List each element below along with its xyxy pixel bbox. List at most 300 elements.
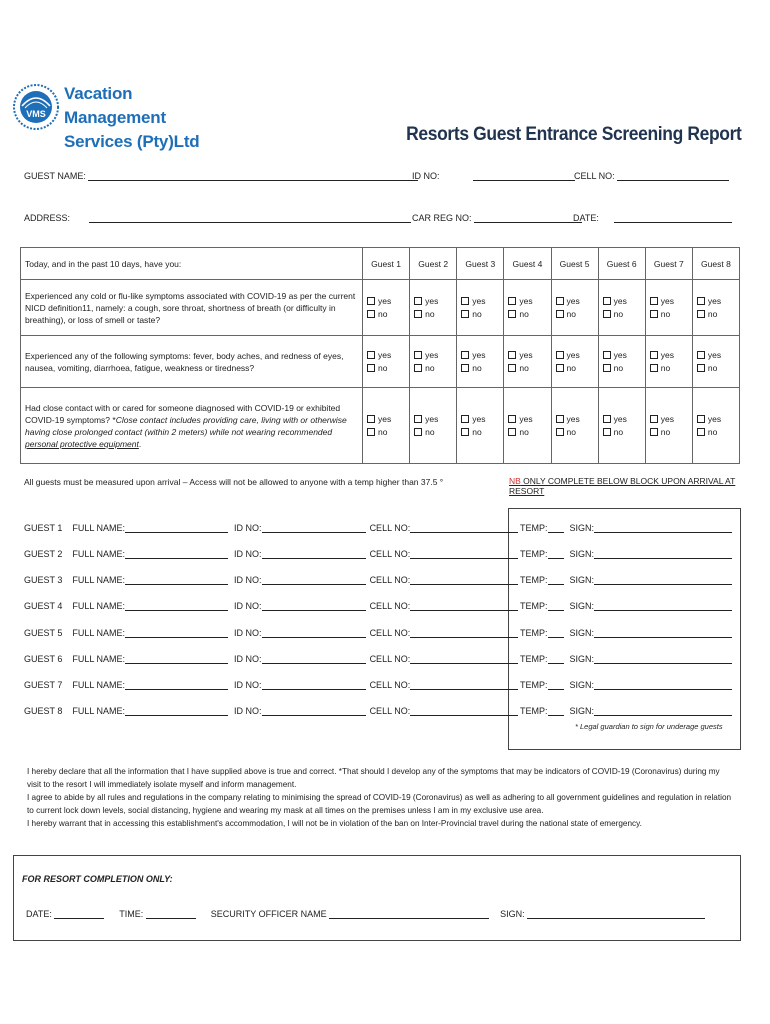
cell-no-line[interactable]: [410, 574, 518, 585]
full-name-line[interactable]: [125, 574, 228, 585]
answer-cell: [551, 336, 598, 388]
no-option[interactable]: [697, 362, 735, 375]
yes-option[interactable]: [650, 349, 688, 362]
checkbox-icon[interactable]: [697, 364, 705, 372]
guest-3-header: Guest 3: [457, 248, 504, 280]
checkbox-icon[interactable]: [603, 415, 611, 423]
checkbox-icon[interactable]: [414, 351, 422, 359]
arrival-note: NB ONLY COMPLETE BELOW BLOCK UPON ARRIVAL AT RESORT: [509, 476, 736, 496]
no-option[interactable]: [414, 308, 452, 321]
id-no-line[interactable]: [262, 522, 366, 533]
guest-row-7: [24, 679, 518, 690]
id-no-label: ID NO:: [234, 575, 262, 585]
no-option[interactable]: [603, 308, 641, 321]
no-label: no: [566, 308, 576, 319]
guest-7-header: Guest 7: [645, 248, 692, 280]
sign-line[interactable]: [594, 548, 732, 559]
question-2: Experienced any of the following symptoms: fever, body aches, and redness of eyes, nausea, vomiting, diarrhoea, fatigue, weakness or tiredness?: [21, 336, 363, 388]
cell-no-label: CELL NO:: [369, 706, 411, 716]
yes-option[interactable]: [556, 349, 594, 362]
checkbox-icon[interactable]: [414, 415, 422, 423]
full-name-label: FULL NAME:: [72, 628, 126, 638]
guest-temp-row-3: [520, 574, 732, 585]
yes-label: yes: [707, 413, 722, 424]
temp-label: TEMP:: [520, 680, 548, 690]
checkbox-icon[interactable]: [650, 364, 658, 372]
sign-line[interactable]: [594, 574, 732, 585]
temp-label: TEMP:: [520, 549, 548, 559]
question-header: Today, and in the past 10 days, have you:: [21, 248, 363, 280]
cell-no-line[interactable]: [410, 600, 518, 611]
guest-label: GUEST 2: [24, 549, 63, 559]
logo-text: [64, 82, 212, 154]
declaration-paragraph-2: I agree to abide by all rules and regulations in the company relating to minimising the spread of COVID-19 (Coronavirus) as well as adhering to all government guidelines and regulation in relation to current lock down levels, social distancing, hygiene and wearing my mask at all times on the premises unless I am in my exclusive use area.: [27, 793, 732, 815]
legal-guardian-note: * Legal guardian to sign for underage guests: [575, 722, 723, 731]
temp-line[interactable]: [548, 522, 564, 533]
yes-option[interactable]: [367, 295, 405, 308]
declaration-paragraph-3: I hereby warrant that in accessing this establishment's accommodation, I will not be in violation of the ban on Inter-Provincial travel during the national state of emergency.: [27, 819, 642, 828]
checkbox-icon[interactable]: [556, 351, 564, 359]
no-label: no: [707, 426, 718, 437]
yes-option[interactable]: [367, 349, 405, 362]
cell-no-line[interactable]: [410, 653, 518, 664]
checkbox-icon[interactable]: [556, 310, 564, 318]
no-option[interactable]: [650, 426, 688, 439]
no-label: no: [566, 426, 576, 437]
full-name-label: FULL NAME:: [72, 706, 126, 716]
guest-row-1: [24, 522, 518, 533]
yes-option[interactable]: [414, 413, 452, 426]
answer-cell: [410, 336, 457, 388]
answer-cell: [457, 280, 504, 336]
guest-name-label: GUEST NAME:: [24, 171, 86, 181]
checkbox-icon[interactable]: [367, 310, 375, 318]
checkbox-icon[interactable]: [556, 364, 564, 372]
id-no-field[interactable]: [412, 170, 575, 181]
yes-option[interactable]: [697, 295, 735, 308]
checkbox-icon[interactable]: [414, 364, 422, 372]
checkbox-icon[interactable]: [556, 428, 564, 436]
answer-cell: [551, 280, 598, 336]
answer-cell: [598, 280, 645, 336]
yes-label: yes: [472, 413, 486, 424]
no-label: no: [660, 308, 671, 319]
logo-initials: VMS: [26, 109, 46, 119]
checkbox-icon[interactable]: [367, 415, 375, 423]
no-option[interactable]: [508, 308, 546, 321]
full-name-line[interactable]: [125, 548, 228, 559]
sign-line[interactable]: [594, 522, 732, 533]
full-name-line[interactable]: [125, 522, 228, 533]
yes-label: yes: [519, 295, 533, 306]
guest-temp-row-6: [520, 653, 732, 664]
guest-row-5: [24, 627, 518, 638]
checkbox-icon[interactable]: [556, 415, 564, 423]
checkbox-icon[interactable]: [650, 428, 658, 436]
address-label: ADDRESS:: [24, 213, 71, 223]
no-option[interactable]: [508, 426, 546, 439]
cell-no-label: CELL NO:: [369, 628, 411, 638]
no-option[interactable]: [603, 362, 641, 375]
no-label: no: [472, 308, 482, 319]
full-name-label: FULL NAME:: [72, 523, 126, 533]
checkbox-icon[interactable]: [697, 351, 705, 359]
id-no-line[interactable]: [262, 627, 366, 638]
checkbox-icon[interactable]: [697, 310, 705, 318]
yes-option[interactable]: [414, 349, 452, 362]
table-row: [21, 280, 740, 336]
resort-date-line[interactable]: [54, 908, 104, 919]
id-no-line[interactable]: [262, 705, 366, 716]
no-option[interactable]: [650, 308, 688, 321]
sign-line[interactable]: [594, 679, 732, 690]
guest-temp-row-4: [520, 600, 732, 611]
guest-row-2: [24, 548, 518, 559]
yes-label: yes: [660, 413, 674, 424]
no-option[interactable]: [556, 362, 594, 375]
address-line[interactable]: [89, 212, 411, 223]
answer-cell: [410, 280, 457, 336]
no-option[interactable]: [556, 308, 594, 321]
resort-sign-line[interactable]: [527, 908, 705, 919]
id-no-line[interactable]: [262, 548, 366, 559]
checkbox-icon[interactable]: [650, 415, 658, 423]
guest-label: GUEST 5: [24, 628, 63, 638]
security-officer-label: SECURITY OFFICER NAME: [210, 909, 327, 919]
no-label: no: [378, 308, 388, 319]
answer-cell: [692, 336, 739, 388]
security-officer-line[interactable]: [329, 908, 489, 919]
no-label: no: [472, 426, 482, 437]
id-no-label: ID NO:: [234, 549, 262, 559]
no-option[interactable]: [697, 308, 735, 321]
yes-label: yes: [613, 295, 627, 306]
resort-completion-box: [13, 855, 741, 941]
id-no-label: ID NO:: [234, 654, 262, 664]
checkbox-icon[interactable]: [697, 428, 705, 436]
no-option[interactable]: [508, 362, 546, 375]
no-option[interactable]: [556, 426, 594, 439]
checkbox-icon[interactable]: [461, 310, 469, 318]
checkbox-icon[interactable]: [414, 428, 422, 436]
temp-line[interactable]: [548, 679, 564, 690]
answer-cell: [363, 336, 410, 388]
table-row: [21, 336, 740, 388]
cell-no-line[interactable]: [617, 170, 729, 181]
yes-label: yes: [425, 295, 439, 306]
no-label: no: [613, 362, 624, 373]
checkbox-icon[interactable]: [508, 415, 516, 423]
id-no-label: ID NO:: [234, 628, 262, 638]
checkbox-icon[interactable]: [414, 297, 422, 305]
sign-line[interactable]: [594, 627, 732, 638]
no-option[interactable]: [461, 362, 499, 375]
full-name-line[interactable]: [125, 600, 228, 611]
guest-name-field[interactable]: [24, 170, 418, 181]
no-option[interactable]: [414, 426, 452, 439]
yes-option[interactable]: [461, 295, 499, 308]
sign-label: SIGN:: [569, 523, 595, 533]
yes-option[interactable]: [697, 413, 735, 426]
yes-option[interactable]: [650, 295, 688, 308]
yes-option[interactable]: [461, 413, 499, 426]
nb-label: NB: [509, 476, 521, 486]
id-no-label: ID NO:: [234, 523, 262, 533]
id-no-label: ID NO:: [412, 171, 440, 181]
yes-option[interactable]: [367, 413, 405, 426]
checkbox-icon[interactable]: [508, 364, 516, 372]
yes-label: yes: [707, 295, 722, 306]
temp-label: TEMP:: [520, 523, 548, 533]
yes-option[interactable]: [603, 349, 641, 362]
yes-label: yes: [425, 349, 439, 360]
checkbox-icon[interactable]: [508, 351, 516, 359]
guest-name-line[interactable]: [88, 170, 418, 181]
no-label: no: [707, 362, 718, 373]
checkbox-icon[interactable]: [367, 297, 375, 305]
yes-label: yes: [472, 349, 486, 360]
date-label: DATE:: [573, 213, 599, 223]
guest-row-6: [24, 653, 518, 664]
declaration-paragraph-1: I hereby declare that all the information that I have supplied above is true and correct. *That should I develop any of the symptoms that may be indicators of COVID-19 (Coronavirus) during my visit to the resort I will immediately isolate myself and inform management.: [27, 767, 720, 789]
guest-label: GUEST 1: [24, 523, 63, 533]
guest-row-4: [24, 600, 518, 611]
car-reg-line[interactable]: [474, 212, 582, 223]
cell-no-label: CELL NO:: [369, 601, 411, 611]
no-label: no: [425, 426, 435, 437]
full-name-label: FULL NAME:: [72, 654, 126, 664]
answer-cell: [598, 388, 645, 464]
no-option[interactable]: [461, 308, 499, 321]
no-label: no: [519, 308, 529, 319]
guest-label: GUEST 3: [24, 575, 63, 585]
guest-label: GUEST 8: [24, 706, 63, 716]
id-no-line[interactable]: [262, 600, 366, 611]
table-row: [21, 388, 740, 464]
cell-no-line[interactable]: [410, 705, 518, 716]
yes-label: yes: [660, 349, 674, 360]
full-name-label: FULL NAME:: [72, 601, 126, 611]
checkbox-icon[interactable]: [461, 364, 469, 372]
car-reg-field[interactable]: [412, 212, 582, 223]
cell-no-label: CELL NO:: [369, 575, 411, 585]
id-no-line[interactable]: [262, 653, 366, 664]
checkbox-icon[interactable]: [603, 364, 611, 372]
full-name-line[interactable]: [125, 705, 228, 716]
cell-no-field[interactable]: [574, 170, 729, 181]
temp-line[interactable]: [548, 548, 564, 559]
yes-option[interactable]: [603, 295, 641, 308]
checkbox-icon[interactable]: [603, 351, 611, 359]
no-label: no: [707, 308, 718, 319]
yes-label: yes: [378, 413, 392, 424]
id-no-line[interactable]: [473, 170, 575, 181]
no-label: no: [519, 362, 529, 373]
answer-cell: [363, 280, 410, 336]
cell-no-line[interactable]: [410, 522, 518, 533]
checkbox-icon[interactable]: [603, 297, 611, 305]
guest-6-header: Guest 6: [598, 248, 645, 280]
yes-label: yes: [613, 413, 627, 424]
company-logo: [12, 76, 212, 151]
yes-option[interactable]: [508, 295, 546, 308]
answer-cell: [504, 336, 551, 388]
no-label: no: [378, 426, 388, 437]
sign-line[interactable]: [594, 600, 732, 611]
sign-label: SIGN:: [569, 680, 595, 690]
checkbox-icon[interactable]: [650, 297, 658, 305]
no-label: no: [660, 362, 671, 373]
checkbox-icon[interactable]: [650, 310, 658, 318]
date-field[interactable]: [573, 212, 732, 223]
no-option[interactable]: [461, 426, 499, 439]
declaration: [27, 765, 732, 830]
guest-temp-row-7: [520, 679, 732, 690]
no-option[interactable]: [367, 362, 405, 375]
full-name-label: FULL NAME:: [72, 680, 126, 690]
checkbox-icon[interactable]: [508, 297, 516, 305]
yes-label: yes: [613, 349, 627, 360]
full-name-line[interactable]: [125, 679, 228, 690]
temp-label: TEMP:: [520, 706, 548, 716]
yes-label: yes: [566, 349, 580, 360]
guest-4-header: Guest 4: [504, 248, 551, 280]
temp-line[interactable]: [548, 653, 564, 664]
guest-1-header: Guest 1: [363, 248, 410, 280]
yes-option[interactable]: [697, 349, 735, 362]
checkbox-icon[interactable]: [461, 415, 469, 423]
checkbox-icon[interactable]: [414, 310, 422, 318]
yes-label: yes: [378, 349, 392, 360]
screening-table: [20, 247, 740, 464]
guest-2-header: Guest 2: [410, 248, 457, 280]
sign-label: SIGN:: [569, 628, 595, 638]
id-no-line[interactable]: [262, 574, 366, 585]
checkbox-icon[interactable]: [367, 364, 375, 372]
checkbox-icon[interactable]: [603, 428, 611, 436]
logo-line-1: Vacation Management: [64, 84, 166, 127]
no-option[interactable]: [367, 426, 405, 439]
date-line[interactable]: [614, 212, 732, 223]
resort-completion-row: [26, 908, 705, 919]
answer-cell: [457, 388, 504, 464]
table-header-row: [21, 248, 740, 280]
guest-8-header: Guest 8: [692, 248, 739, 280]
temp-line[interactable]: [548, 574, 564, 585]
checkbox-icon[interactable]: [367, 428, 375, 436]
sign-label: SIGN:: [569, 706, 595, 716]
cell-no-label: CELL NO:: [369, 654, 411, 664]
guest-temp-row-2: [520, 548, 732, 559]
question-3: Had close contact with or cared for someone diagnosed with COVID-19 or exhibited COVID-19 symptoms? *Close contact includes providing care, living with or otherwise having close prolonged contact (within 2 meters) while not wearing recommended personal protective equipment.: [21, 388, 363, 464]
resort-time-line[interactable]: [146, 908, 196, 919]
yes-option[interactable]: [414, 295, 452, 308]
checkbox-icon[interactable]: [508, 310, 516, 318]
no-label: no: [613, 426, 624, 437]
yes-option[interactable]: [650, 413, 688, 426]
checkbox-icon[interactable]: [367, 351, 375, 359]
sign-label: SIGN:: [569, 601, 595, 611]
cell-no-label: CELL NO:: [369, 680, 411, 690]
yes-option[interactable]: [556, 413, 594, 426]
no-option[interactable]: [697, 426, 735, 439]
checkbox-icon[interactable]: [461, 297, 469, 305]
no-label: no: [613, 308, 624, 319]
no-option[interactable]: [603, 426, 641, 439]
answer-cell: [645, 336, 692, 388]
yes-label: yes: [519, 349, 533, 360]
guest-temp-row-8: [520, 705, 732, 716]
report-title: Resorts Guest Entrance Screening Report: [406, 124, 742, 145]
checkbox-icon[interactable]: [508, 428, 516, 436]
checkbox-icon[interactable]: [461, 351, 469, 359]
id-no-line[interactable]: [262, 679, 366, 690]
full-name-label: FULL NAME:: [72, 575, 126, 585]
answer-cell: [457, 336, 504, 388]
checkbox-icon[interactable]: [603, 310, 611, 318]
full-name-line[interactable]: [125, 653, 228, 664]
temp-label: TEMP:: [520, 601, 548, 611]
cell-no-line[interactable]: [410, 627, 518, 638]
cell-no-line[interactable]: [410, 548, 518, 559]
yes-option[interactable]: [508, 349, 546, 362]
answer-cell: [598, 336, 645, 388]
yes-option[interactable]: [556, 295, 594, 308]
answer-cell: [363, 388, 410, 464]
answer-cell: [504, 280, 551, 336]
guest-label: GUEST 6: [24, 654, 63, 664]
checkbox-icon[interactable]: [556, 297, 564, 305]
address-field[interactable]: [24, 212, 411, 223]
sign-line[interactable]: [594, 653, 732, 664]
cell-no-line[interactable]: [410, 679, 518, 690]
sign-label: SIGN:: [569, 549, 595, 559]
no-label: no: [425, 308, 435, 319]
checkbox-icon[interactable]: [697, 415, 705, 423]
temp-line[interactable]: [548, 627, 564, 638]
guest-row-8: [24, 705, 518, 716]
answer-cell: [551, 388, 598, 464]
temperature-note: All guests must be measured upon arrival – Access will not be allowed to anyone with a temp higher than 37.5 °: [24, 477, 444, 487]
no-option[interactable]: [414, 362, 452, 375]
sign-label: SIGN:: [569, 575, 595, 585]
temp-line[interactable]: [548, 705, 564, 716]
yes-label: yes: [566, 295, 580, 306]
no-label: no: [425, 362, 435, 373]
yes-label: yes: [660, 295, 674, 306]
cell-no-label: CELL NO:: [369, 523, 411, 533]
checkbox-icon[interactable]: [650, 351, 658, 359]
full-name-line[interactable]: [125, 627, 228, 638]
no-label: no: [660, 426, 671, 437]
answer-cell: [692, 388, 739, 464]
answer-cell: [645, 388, 692, 464]
checkbox-icon[interactable]: [697, 297, 705, 305]
sign-line[interactable]: [594, 705, 732, 716]
yes-option[interactable]: [461, 349, 499, 362]
no-option[interactable]: [650, 362, 688, 375]
yes-option[interactable]: [508, 413, 546, 426]
no-option[interactable]: [367, 308, 405, 321]
yes-label: yes: [566, 413, 580, 424]
yes-option[interactable]: [603, 413, 641, 426]
answer-cell: [504, 388, 551, 464]
checkbox-icon[interactable]: [461, 428, 469, 436]
temp-line[interactable]: [548, 600, 564, 611]
no-label: no: [472, 362, 482, 373]
no-label: no: [519, 426, 529, 437]
no-label: no: [378, 362, 388, 373]
